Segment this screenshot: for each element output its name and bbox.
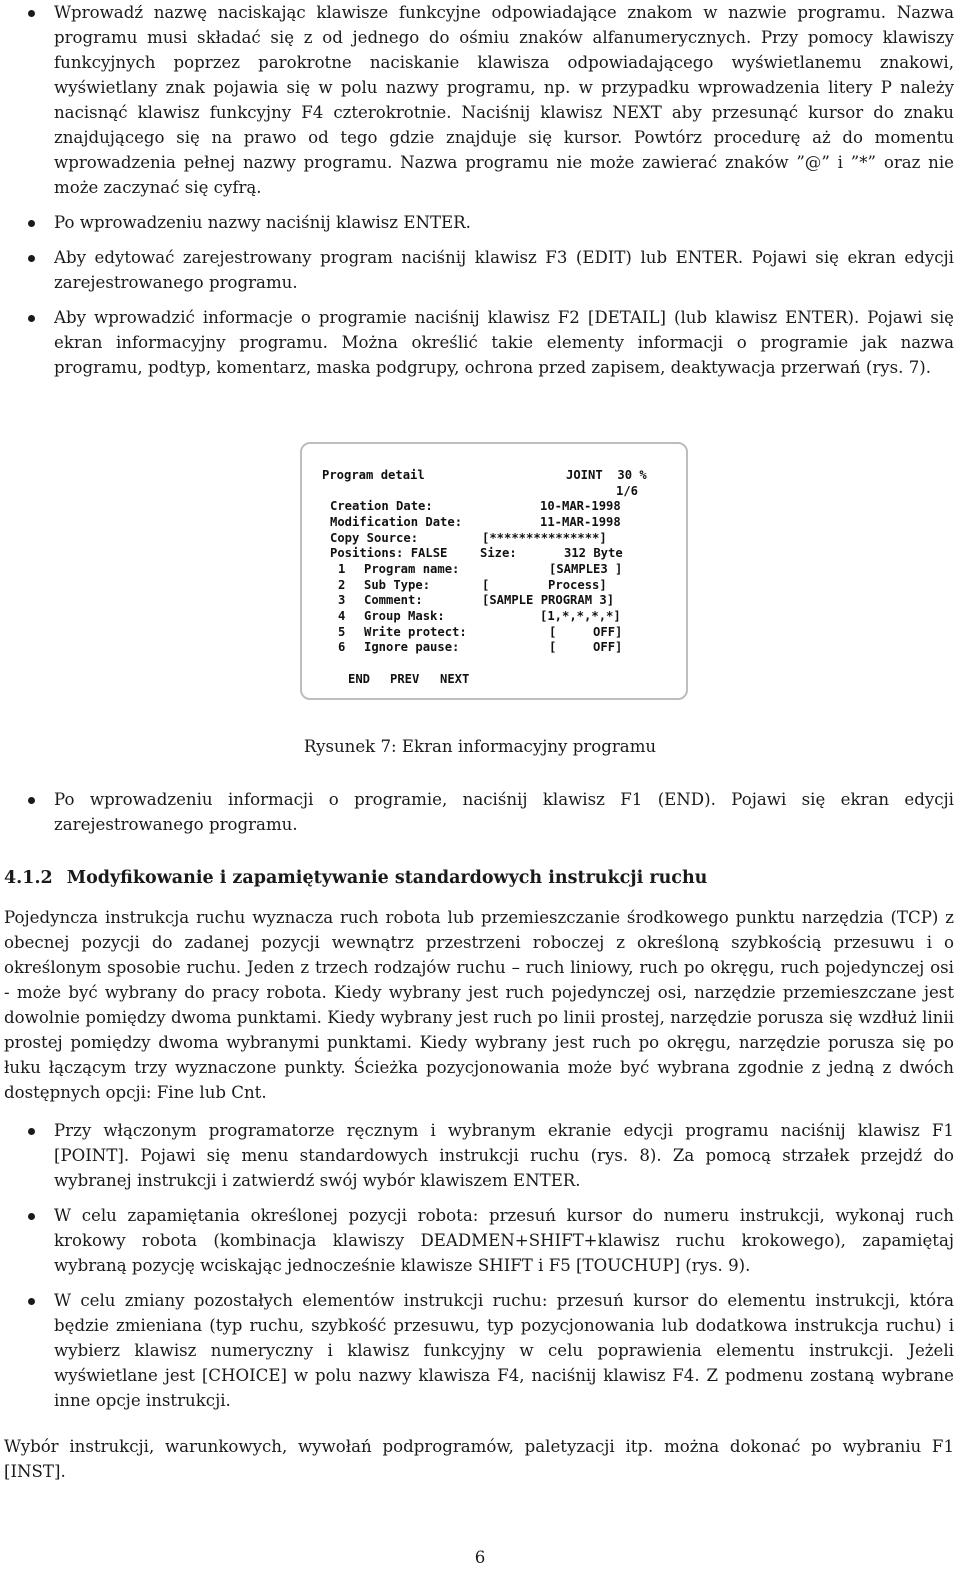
list-item-text: W celu zapamiętania określonej pozycji robota: przesuń kursor do numeru instrukcji, wykonaj ruch krokowy robota (kombinacja klawiszy DEADMEN+SHIFT+klawisz ruchu krokowego), zapamiętaj wybraną pozycję wciskając jednocześnie klawisze SHIFT i F5 [TOUCHUP] (rys. 9). bbox=[54, 1206, 954, 1275]
bullet-icon bbox=[28, 797, 35, 804]
size-label: Size: bbox=[480, 546, 517, 560]
screen-title: Program detail bbox=[322, 468, 425, 482]
list-item-text: Aby edytować zarejestrowany program naciśnij klawisz F3 (EDIT) lub ENTER. Pojawi się ekran edycji zarejestrowanego programu. bbox=[54, 248, 954, 292]
bullet-list-after-figure bbox=[0, 787, 960, 847]
item-number: 2 bbox=[338, 578, 346, 592]
list-item-text: Po wprowadzeniu informacji o programie, naciśnij klawisz F1 (END). Pojawi się ekran edycji zarejestrowanego programu. bbox=[54, 790, 954, 834]
group-mask-field[interactable]: [1,*,*,*,*] bbox=[540, 609, 621, 623]
size-value: 312 Byte bbox=[564, 546, 623, 560]
sub-type-field[interactable]: [ Process] bbox=[482, 578, 607, 592]
item-number: 4 bbox=[338, 609, 346, 623]
item-number: 1 bbox=[338, 562, 346, 576]
write-protect-label: Write protect: bbox=[364, 625, 467, 639]
list-item-text: Aby wprowadzić informacje o programie naciśnij klawisz F2 [DETAIL] (lub klawisz ENTER). Pojawi się ekran informacyjny programu. Można określić takie elementy informacji o programie jak nazwa programu, podtyp, komentarz, maska podgrupy, ochrona przed zapisem, deaktywacja przerwań (rys. 7). bbox=[54, 308, 954, 377]
list-item bbox=[0, 1118, 960, 1193]
section-title: Modyfikowanie i zapamiętywanie standardowych instrukcji ruchu bbox=[66, 868, 708, 888]
comment-field[interactable]: [SAMPLE PROGRAM 3] bbox=[482, 593, 615, 607]
next-key[interactable]: NEXT bbox=[440, 672, 470, 686]
program-name-label: Program name: bbox=[364, 562, 460, 576]
positions-status: Positions: FALSE bbox=[330, 546, 448, 560]
page-number: 6 bbox=[474, 1548, 486, 1567]
write-protect-field[interactable]: [ OFF] bbox=[549, 625, 623, 639]
creation-date-value: 10-MAR-1998 bbox=[540, 499, 621, 513]
prev-key[interactable]: PREV bbox=[390, 672, 420, 686]
sub-type-label: Sub Type: bbox=[364, 578, 431, 592]
comment-label: Comment: bbox=[364, 593, 423, 607]
end-key[interactable]: END bbox=[348, 672, 371, 686]
creation-date-label: Creation Date: bbox=[330, 499, 433, 513]
bullet-icon bbox=[28, 1298, 35, 1305]
item-number: 6 bbox=[338, 640, 346, 654]
program-name-field[interactable]: [SAMPLE3 ] bbox=[549, 562, 623, 576]
copy-source-label: Copy Source: bbox=[330, 531, 419, 545]
list-item-text: W celu zmiany pozostałych elementów instrukcji ruchu: przesuń kursor do elementu instrukcji, która będzie zmieniana (typ ruchu, szybkość przesuwu, typ pozycjonowania lub dodatkowa instrukcja ruchu) i wybierz klawisz numeryczny i klawisz funkcyjny w celu poprawienia elementu instrukcji. Jeżeli wyświetlane jest [CHOICE] w polu nazwy klawisza F4, naciśnij klawisz F4. Z podmenu zostaną wybrane inne opcje instrukcji. bbox=[54, 1291, 954, 1410]
list-item bbox=[0, 0, 960, 200]
ignore-pause-field[interactable]: [ OFF] bbox=[549, 640, 623, 654]
copy-source-value: [***************] bbox=[482, 531, 607, 545]
list-item-text: Wprowadź nazwę naciskając klawisze funkcyjne odpowiadające znakom w nazwie programu. Nazwa programu musi składać się z od jednego do ośmiu znaków alfanumerycznych. Przy pomocy klawiszy funkcyjnych poprzez parokrotne naciskanie klawisza odpowiadającego wyświetlanemu znakowi, wyświetlany znak pojawia się w polu nazwy programu, np. w przypadku wprowadzenia litery P należy nacisnąć klawisz funkcyjny F4 czterokrotnie. Naciśnij klawisz NEXT aby przesunąć kursor do znaku znajdującego się na prawo od tego gdzie znajduje się kursor. Powtórz procedurę aż do momentu wprowadzenia pełnej nazwy programu. Nazwa programu nie może zawierać znaków ”@” i ”*” oraz nie może zaczynać się cyfrą. bbox=[54, 3, 954, 197]
ignore-pause-label: Ignore pause: bbox=[364, 640, 460, 654]
list-item bbox=[0, 787, 960, 837]
bullet-icon bbox=[28, 220, 35, 227]
group-mask-label: Group Mask: bbox=[364, 609, 445, 623]
section-heading bbox=[4, 866, 707, 891]
bullet-icon bbox=[28, 255, 35, 262]
list-item bbox=[0, 1288, 960, 1413]
list-item bbox=[0, 210, 960, 235]
bullet-icon bbox=[28, 1128, 35, 1135]
bullet-list-bottom bbox=[0, 1118, 960, 1423]
list-item-text: Przy włączonym programatorze ręcznym i wybranym ekranie edycji programu naciśnij klawisz F1 [POINT]. Pojawi się menu standardowych instrukcji ruchu (rys. 8). Za pomocą strzałek przejdź do wybranej instrukcji i zatwierdź swój wybór klawiszem ENTER. bbox=[54, 1121, 954, 1190]
list-item bbox=[0, 245, 960, 295]
screen-status: JOINT 30 % bbox=[566, 468, 647, 482]
item-number: 5 bbox=[338, 625, 346, 639]
bullet-list-top bbox=[0, 0, 960, 390]
modification-date-value: 11-MAR-1998 bbox=[540, 515, 621, 529]
item-number: 3 bbox=[338, 593, 346, 607]
program-detail-screen bbox=[300, 442, 688, 700]
paragraph-motion: Pojedyncza instrukcja ruchu wyznacza ruch robota lub przemieszczanie środkowego punktu narzędzia (TCP) z obecnej pozycji do zadanej pozycji wewnątrz przestrzeni roboczej z określoną szybkością przesuwu i o określonym sposobie ruchu. Jeden z trzech rodzajów ruchu – ruch liniowy, ruch po okręgu, ruch pojedynczej osi - może być wybrany do pracy robota. Kiedy wybrany jest ruch pojedynczej osi, narzędzie przemieszczane jest dowolnie pomiędzy dwoma punktami. Kiedy wybrany jest ruch po linii prostej, narzędzie porusza się wzdłuż linii prostej pomiędzy dwoma wybranymi punktami. Kiedy wybrany jest ruch po okręgu, narzędzie porusza się po łuku łączącym trzy wyznaczone punkty. Ścieżka pozycjonowania może być wybrana zgodnie z jedną z dwóch dostępnych opcji: Fine lub Cnt. bbox=[4, 908, 954, 1102]
list-item bbox=[0, 1203, 960, 1278]
bullet-icon bbox=[28, 10, 35, 17]
bullet-icon bbox=[28, 315, 35, 322]
list-item bbox=[0, 305, 960, 380]
figure-caption: Rysunek 7: Ekran informacyjny programu bbox=[303, 737, 657, 756]
paragraph-final: Wybór instrukcji, warunkowych, wywołań podprogramów, paletyzacji itp. można dokonać po wybraniu F1 [INST]. bbox=[4, 1437, 954, 1481]
modification-date-label: Modification Date: bbox=[330, 515, 463, 529]
section-number: 4.1.2 bbox=[4, 868, 53, 888]
bullet-icon bbox=[28, 1213, 35, 1220]
list-item-text: Po wprowadzeniu nazwy naciśnij klawisz ENTER. bbox=[54, 213, 471, 232]
screen-page-indicator: 1/6 bbox=[616, 484, 639, 498]
